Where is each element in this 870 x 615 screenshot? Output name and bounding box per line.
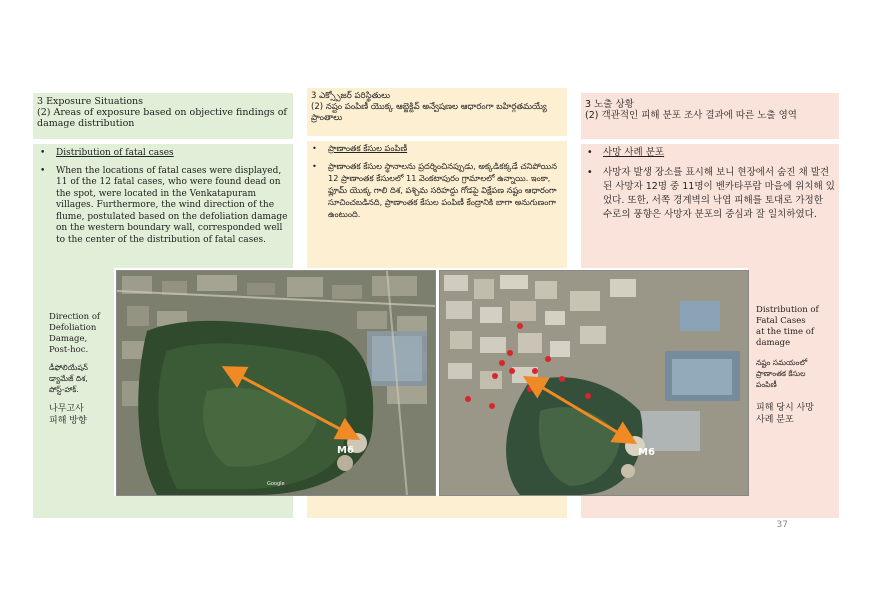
english-header-sub: (2) Areas of exposure based on objective findings of damage distribution — [37, 107, 287, 129]
storage-tank — [337, 455, 353, 471]
right-caption-te-line: నష్టం సమయంలో — [756, 358, 808, 367]
right-caption-en-line: Fatal Cases — [756, 316, 806, 326]
korean-content — [585, 146, 835, 228]
map-left-marker-label: M6 — [337, 445, 354, 456]
page-number: 37 — [776, 520, 788, 530]
right-caption-en-line: damage — [756, 338, 791, 348]
fatal-case-dot — [465, 396, 471, 402]
english-header — [33, 93, 293, 139]
right-caption-ko — [756, 402, 836, 426]
fatal-case-dot — [527, 386, 533, 392]
telugu-header-sub: (2) నష్టం పంపిణీ యొక్క ఆబ్జెక్టివ్ అన్వేషణల ఆధారంగా బహిర్గతమయ్యే ప్రాంతాలు — [311, 102, 547, 123]
left-caption-en-line: Post-hoc. — [49, 345, 89, 355]
english-bullet-body — [38, 166, 288, 247]
telugu-body: ప్రాణాంతక కేసుల స్థానాలను ప్రదర్శించినప్పుడు, అక్కడికక్కడే చనిపోయిన 12 ప్రాణాంతక కేసులలో 11 వెంకటాపురం గ్రామాలలో ఉన్నాయి. ఇంకా, ఫ్లూమ్ యొక్క గాలి దిశ, పశ్చిమ సరిహద్దు గోడపై విక్షేపణ నష్టం ఆధారంగా సూచించబడినది, ప్రాణాంతక కేసుల పంపిణీ కేంద్రానికి బాగా అనుగుణంగా ఉంటుంది. — [328, 161, 557, 219]
english-content — [38, 148, 288, 252]
satellite-map-right-svg — [440, 271, 748, 495]
fatal-case-dot — [532, 368, 538, 374]
right-caption-en-line: at the time of — [756, 327, 814, 337]
korean-header-num: 3 노출 상황 — [585, 99, 634, 110]
telugu-header — [307, 88, 567, 136]
korean-bullet-body — [585, 166, 835, 222]
left-caption-ko-line: 나무고사 — [49, 404, 84, 414]
korean-body: 사망자 발생 장소를 표시해 보니 현장에서 숨진 채 발견된 사망자 12명 중 11명이 벤카타푸람 마을에 위치해 있었다. 또한, 서쪽 경계벽의 낙엽 피해를 토대로 가정한 수로의 풍향은 사망자 분포의 중심과 잘 일치하였다. — [603, 167, 835, 220]
right-caption — [756, 305, 836, 426]
telugu-content — [310, 142, 562, 226]
fatal-case-dot — [545, 356, 551, 362]
left-caption-en-line: Damage, — [49, 334, 88, 344]
map-right-marker-label: M6 — [638, 447, 655, 458]
korean-header-sub: (2) 객관적인 피해 분포 조사 결과에 따른 노출 영역 — [585, 110, 797, 121]
fatal-case-dot — [489, 403, 495, 409]
korean-header-divider — [581, 139, 839, 144]
english-header-num: 3 Exposure Situations — [37, 96, 144, 107]
fatal-case-dot — [492, 373, 498, 379]
right-caption-te-line: పంపిణీ — [756, 380, 777, 389]
left-caption-te-line: డీఫోలియేషన్ — [49, 363, 88, 372]
factory-yard — [640, 411, 700, 451]
telugu-title: ప్రాణాంతక కేసుల పంపిణీ — [328, 143, 408, 153]
right-caption-en-line: Distribution of — [756, 305, 819, 315]
english-body: When the locations of fatal cases were displayed, 11 of the 12 fatal cases, who were found dead on the spot, were located in the Venkatapuram villages. Furthermore, the wind direction of the flume, postulated based on the defoliation damage on the western boundary wall, corresponded well to the center of the distribution of fatal cases. — [56, 165, 288, 245]
left-caption-en-line: Direction of — [49, 312, 101, 322]
left-caption-te — [49, 362, 115, 395]
right-caption-en — [756, 305, 836, 349]
fatal-case-dot — [585, 393, 591, 399]
satellite-map-left — [116, 270, 436, 496]
satellite-map-left-svg — [117, 271, 435, 495]
fatal-case-dot — [499, 360, 505, 366]
right-caption-ko-line: 피해 당시 사망 — [756, 403, 814, 413]
left-caption-en — [49, 312, 115, 356]
right-caption-te-line: ప్రాణాంతక కేసుల — [756, 369, 806, 378]
left-caption-te-line: పోస్ట్-హాక్. — [49, 385, 79, 394]
left-caption-ko-line: 피해 방향 — [49, 416, 87, 426]
english-header-divider — [33, 139, 293, 144]
left-caption — [49, 312, 115, 427]
left-caption-te-line: డ్యామేజ్ దిశ, — [49, 374, 88, 383]
korean-header — [581, 93, 839, 139]
english-title: Distribution of fatal cases — [56, 148, 174, 158]
fatal-case-dot — [507, 350, 513, 356]
right-caption-ko-line: 사례 분포 — [756, 415, 794, 425]
fatal-case-dot — [559, 376, 565, 382]
telugu-bullet-title — [310, 142, 562, 154]
storage-tank — [621, 464, 635, 478]
map-left-footer-label: Google — [267, 481, 285, 487]
fatal-case-dot — [509, 368, 515, 374]
satellite-map-right — [439, 270, 749, 496]
telugu-header-divider — [307, 136, 567, 141]
fatal-case-dot — [517, 323, 523, 329]
korean-title: 사망 사례 분포 — [603, 147, 665, 158]
korean-bullet-title — [585, 146, 835, 160]
right-caption-te — [756, 357, 836, 390]
english-bullet-title — [38, 148, 288, 160]
left-caption-ko — [49, 403, 115, 427]
left-caption-en-line: Defoliation — [49, 323, 97, 333]
factory-roof-inner — [672, 359, 732, 395]
factory-roof — [680, 301, 720, 331]
telugu-header-num: 3 ఎక్స్పోజర్ పరిస్థితులు — [311, 91, 391, 101]
telugu-bullet-body — [310, 160, 562, 220]
